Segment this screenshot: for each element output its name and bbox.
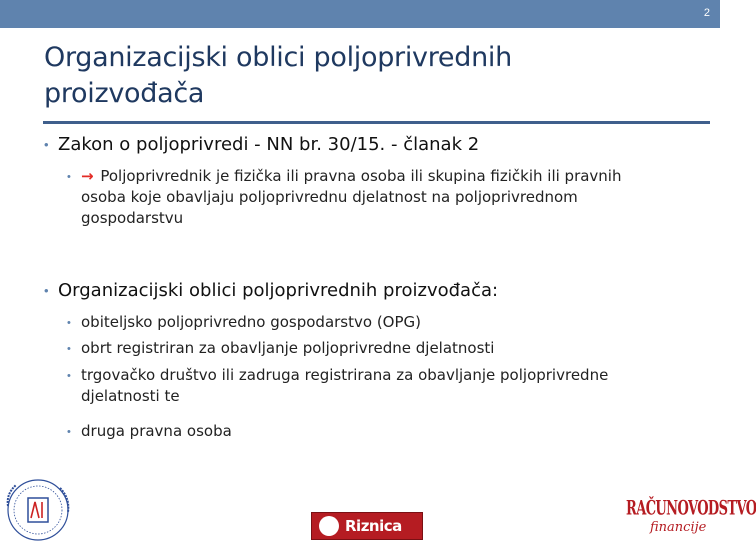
riznica-logo-text: Riznica <box>345 517 402 535</box>
slide-title-line-2: proizvođača <box>44 78 205 109</box>
header-bar <box>0 0 720 28</box>
title-underline <box>43 121 710 124</box>
list-item: obrt registriran za obavljanje poljoprivredne djelatnosti <box>81 339 495 357</box>
logo-right-bottom-text: financije <box>650 520 707 535</box>
sub-line-2: osoba koje obavljaju poljoprivrednu djelatnost na poljoprivrednom <box>81 188 578 206</box>
page-number: 2 <box>703 7 710 19</box>
list-item <box>81 365 681 407</box>
logo-right-top-text: RAČUNOVODSTVO <box>626 498 756 521</box>
list-item-line-2: djelatnosti te <box>81 387 180 405</box>
sub-line-1: Poljoprivrednik je fizička ili pravna osoba ili skupina fizičkih ili pravnih <box>100 167 622 185</box>
arrow-right-icon: → <box>81 167 94 185</box>
list-item: obiteljsko poljoprivredno gospodarstvo (OPG) <box>81 313 421 331</box>
list-item: druga pravna osoba <box>81 422 232 440</box>
bullet-dot-icon: • <box>44 283 49 298</box>
sub-bullet-dot-icon: • <box>67 343 71 355</box>
slide-title <box>44 40 644 112</box>
sub-bullet-dot-icon: • <box>67 171 71 183</box>
sub-line-3: gospodarstvu <box>81 209 184 227</box>
sub-bullet-dot-icon: • <box>67 426 71 438</box>
sub-bullet-dot-icon: • <box>67 370 71 382</box>
sub-bullet-dot-icon: • <box>67 317 71 329</box>
slide-title-line-1: Organizacijski oblici poljoprivrednih <box>44 42 512 73</box>
riznica-logo <box>311 512 423 540</box>
bullet-1-sub-text <box>81 166 681 229</box>
riznica-emblem-icon <box>319 516 339 536</box>
bullet-2-text: Organizacijski oblici poljoprivrednih proizvođača: <box>58 280 499 301</box>
list-item-line-1: trgovačko društvo ili zadruga registrirana za obavljanje poljoprivredne <box>81 366 609 384</box>
association-seal-logo <box>2 476 72 540</box>
bullet-1-text: Zakon o poljoprivredi - NN br. 30/15. - članak 2 <box>58 134 480 155</box>
racunovodstvo-financije-logo <box>626 498 756 538</box>
bullet-dot-icon: • <box>44 137 49 152</box>
